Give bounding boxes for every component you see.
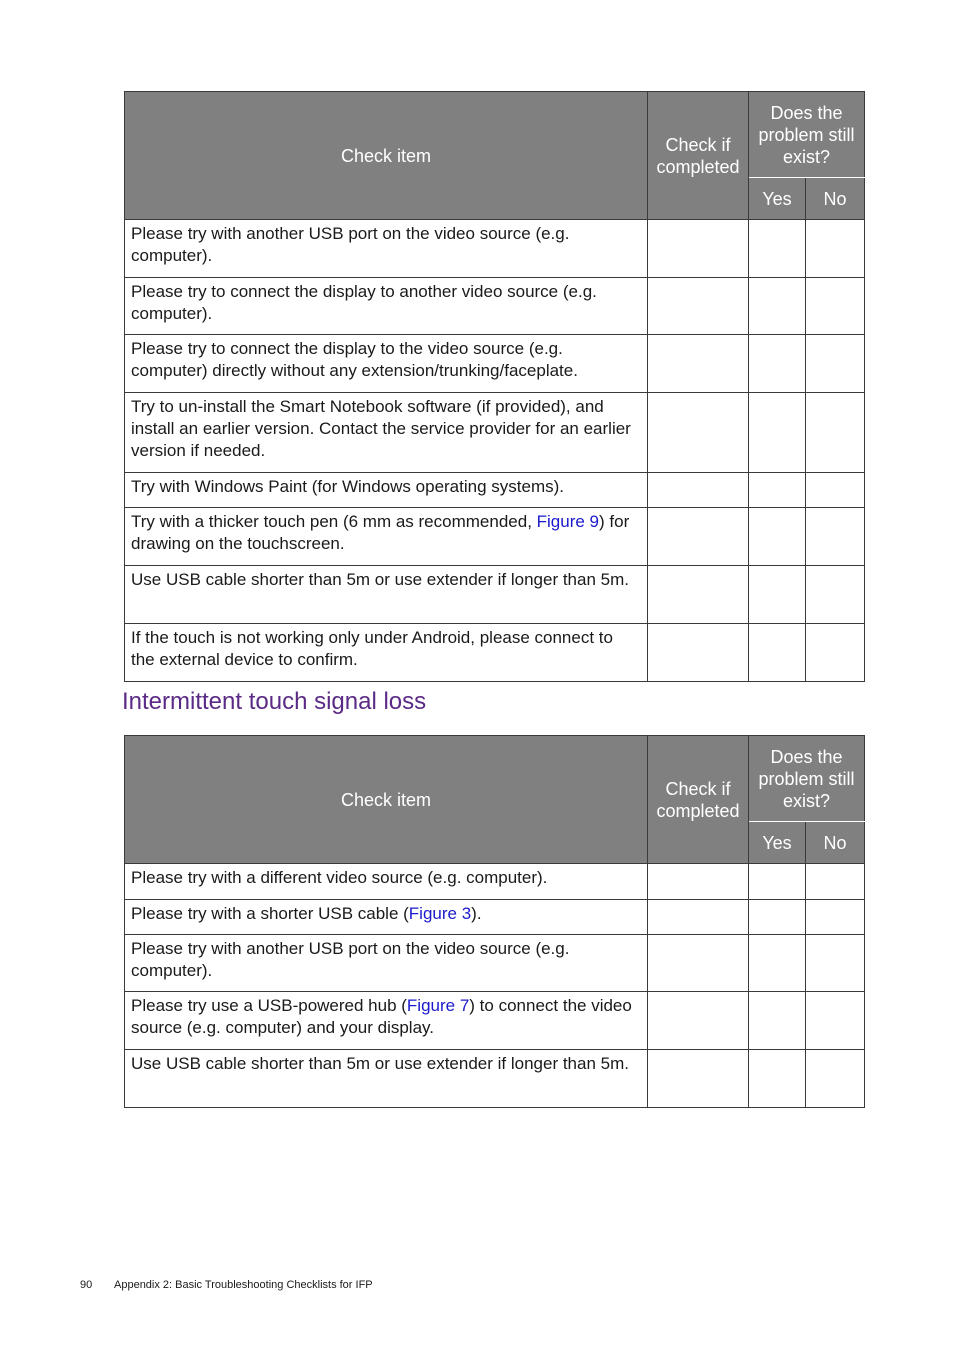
check-item-text: Please try with a shorter USB cable ( (131, 904, 409, 923)
figure-link[interactable]: Figure 9 (536, 512, 600, 531)
yes-checkbox-cell[interactable] (749, 220, 806, 278)
completed-checkbox-cell[interactable] (648, 992, 749, 1050)
header-no: No (806, 822, 865, 864)
check-item-cell (125, 624, 648, 682)
no-checkbox-cell[interactable] (806, 900, 865, 935)
yes-checkbox-cell[interactable] (749, 1050, 806, 1108)
check-item-cell (125, 935, 648, 992)
check-item-cell (125, 393, 648, 473)
page-footer (80, 1279, 373, 1291)
completed-checkbox-cell[interactable] (648, 624, 749, 682)
check-item-cell (125, 1050, 648, 1108)
header-problem-exist: Does the problem still exist? (749, 92, 865, 178)
completed-checkbox-cell[interactable] (648, 473, 749, 508)
completed-checkbox-cell[interactable] (648, 335, 749, 393)
header-check-item: Check item (125, 92, 648, 220)
check-item-text: Please try with a different video source (e.g. computer). (131, 868, 548, 887)
check-item-text: Please try use a USB-powered hub ( (131, 996, 407, 1015)
check-item-text: Please try to connect the display to another video source (e.g. computer). (131, 282, 597, 323)
check-item-cell (125, 278, 648, 335)
no-checkbox-cell[interactable] (806, 220, 865, 278)
check-item-cell (125, 864, 648, 900)
check-item-text: Use USB cable shorter than 5m or use extender if longer than 5m. (131, 1054, 629, 1073)
yes-checkbox-cell[interactable] (749, 473, 806, 508)
checklist-table-2 (124, 735, 865, 1108)
header-yes: Yes (749, 822, 806, 864)
table-row (125, 624, 865, 682)
check-item-cell (125, 508, 648, 566)
header-check-if-completed: Check if completed (648, 92, 749, 220)
table-row (125, 992, 865, 1050)
section-heading: Intermittent touch signal loss (122, 688, 427, 715)
completed-checkbox-cell[interactable] (648, 935, 749, 992)
completed-checkbox-cell[interactable] (648, 566, 749, 624)
table-body (125, 220, 865, 682)
table-row (125, 278, 865, 335)
table-body (125, 864, 865, 1108)
no-checkbox-cell[interactable] (806, 566, 865, 624)
check-item-text: Try with a thicker touch pen (6 mm as recommended, (131, 512, 537, 531)
header-no: No (806, 178, 865, 220)
figure-link[interactable]: Figure 3 (408, 904, 472, 923)
yes-checkbox-cell[interactable] (749, 278, 806, 335)
check-item-text: Please try with another USB port on the video source (e.g. computer). (131, 939, 570, 980)
yes-checkbox-cell[interactable] (749, 566, 806, 624)
completed-checkbox-cell[interactable] (648, 864, 749, 900)
completed-checkbox-cell[interactable] (648, 508, 749, 566)
check-item-text: Try with Windows Paint (for Windows operating systems). (131, 477, 564, 496)
table-row (125, 1050, 865, 1108)
table-row (125, 566, 865, 624)
check-item-cell (125, 566, 648, 624)
check-item-text: Please try with another USB port on the video source (e.g. computer). (131, 224, 570, 265)
header-problem-exist: Does the problem still exist? (749, 736, 865, 822)
table-row (125, 473, 865, 508)
check-item-cell (125, 220, 648, 278)
check-item-text-cont: ). (471, 904, 482, 923)
check-item-cell (125, 335, 648, 393)
check-item-text-cont: ) to connect the video source (e.g. computer) and your display. (131, 996, 632, 1037)
footer-text: Appendix 2: Basic Troubleshooting Checklists for IFP (114, 1279, 373, 1291)
check-item-cell (125, 992, 648, 1050)
yes-checkbox-cell[interactable] (749, 992, 806, 1050)
yes-checkbox-cell[interactable] (749, 864, 806, 900)
check-item-cell (125, 473, 648, 508)
table-row (125, 935, 865, 992)
table-row (125, 335, 865, 393)
no-checkbox-cell[interactable] (806, 992, 865, 1050)
yes-checkbox-cell[interactable] (749, 508, 806, 566)
check-item-text: Try to un-install the Smart Notebook software (if provided), and install an earlier version. Contact the service provider for an earlier version if needed. (131, 397, 631, 460)
no-checkbox-cell[interactable] (806, 335, 865, 393)
check-item-text-cont: ) for drawing on the touchscreen. (131, 512, 630, 553)
header-yes: Yes (749, 178, 806, 220)
check-item-text: If the touch is not working only under Android, please connect to the external device to confirm. (131, 628, 613, 669)
completed-checkbox-cell[interactable] (648, 278, 749, 335)
yes-checkbox-cell[interactable] (749, 900, 806, 935)
completed-checkbox-cell[interactable] (648, 900, 749, 935)
check-item-text: Please try to connect the display to the video source (e.g. computer) directly without any extension/trunking/faceplate. (131, 339, 578, 380)
no-checkbox-cell[interactable] (806, 864, 865, 900)
no-checkbox-cell[interactable] (806, 935, 865, 992)
yes-checkbox-cell[interactable] (749, 335, 806, 393)
table-row (125, 508, 865, 566)
yes-checkbox-cell[interactable] (749, 393, 806, 473)
no-checkbox-cell[interactable] (806, 1050, 865, 1108)
completed-checkbox-cell[interactable] (648, 393, 749, 473)
no-checkbox-cell[interactable] (806, 473, 865, 508)
header-check-item: Check item (125, 736, 648, 864)
table-row (125, 900, 865, 935)
no-checkbox-cell[interactable] (806, 278, 865, 335)
figure-link[interactable]: Figure 7 (406, 996, 470, 1015)
table-row (125, 393, 865, 473)
page-number: 90 (80, 1279, 93, 1291)
table-row (125, 864, 865, 900)
table-row (125, 220, 865, 278)
check-item-text: Use USB cable shorter than 5m or use extender if longer than 5m. (131, 570, 629, 589)
no-checkbox-cell[interactable] (806, 624, 865, 682)
completed-checkbox-cell[interactable] (648, 1050, 749, 1108)
header-check-if-completed: Check if completed (648, 736, 749, 864)
check-item-cell (125, 900, 648, 935)
yes-checkbox-cell[interactable] (749, 935, 806, 992)
no-checkbox-cell[interactable] (806, 508, 865, 566)
yes-checkbox-cell[interactable] (749, 624, 806, 682)
completed-checkbox-cell[interactable] (648, 220, 749, 278)
no-checkbox-cell[interactable] (806, 393, 865, 473)
checklist-table-1 (124, 91, 865, 682)
